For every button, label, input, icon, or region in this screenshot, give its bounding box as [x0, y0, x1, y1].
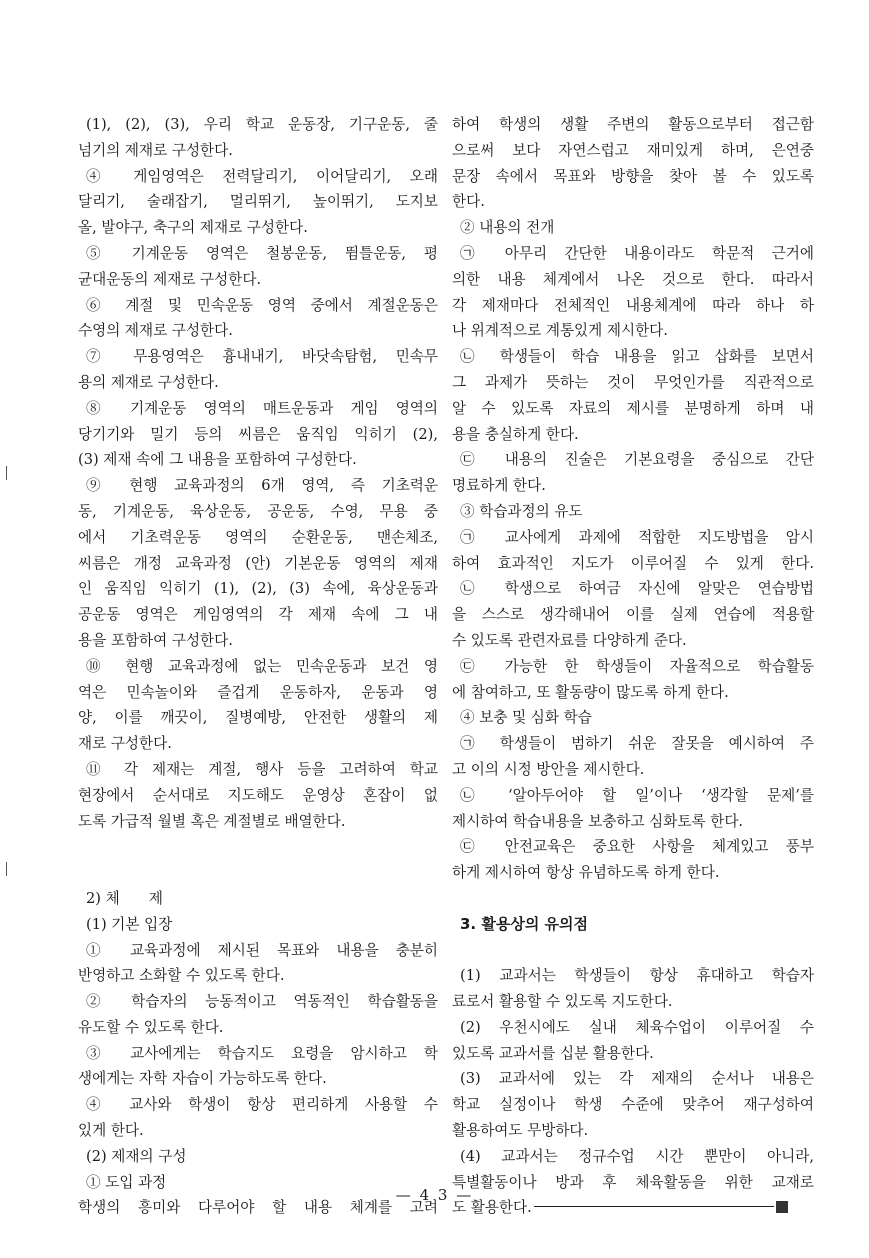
text-line: 을 스스로 생각해내어 이를 실제 연습에 적용할	[452, 606, 814, 624]
text-line: 달리기, 술래잡기, 멀리뛰기, 높이뛰기, 도지보	[78, 193, 438, 211]
text-line: 한다.	[452, 193, 485, 211]
text-line: 양, 이를 깨끗이, 질병예방, 안전한 생활의 제	[78, 709, 438, 727]
page-number: — 4 3 —	[395, 1186, 474, 1204]
text-line: 용을 충실하게 한다.	[452, 425, 579, 443]
text-line: 올, 발야구, 축구의 제재로 구성한다.	[78, 219, 308, 237]
text-line: 유도할 수 있도록 한다.	[78, 1018, 224, 1036]
text-line: ㉢ 가능한 한 학생들이 자율적으로 학습활동	[460, 657, 814, 675]
text-line: 하게 제시하여 항상 유념하도록 하게 한다.	[452, 864, 720, 882]
margin-mark	[6, 466, 7, 480]
text-line: ① 교육과정에 제시된 목표와 내용을 충분히	[86, 941, 438, 959]
text-line: 씨름은 개정 교육과정 (안) 기본운동 영역의 제재	[78, 554, 438, 572]
text-line: 의한 내용 체계에서 나온 것으로 한다. 따라서	[452, 270, 814, 288]
text-line: 그 과제가 뜻하는 것이 무엇인가를 직관적으로	[452, 373, 814, 391]
text-line: ㉢ 안전교육은 중요한 사항을 체계있고 풍부	[460, 838, 814, 856]
text-line: 현장에서 순서대로 지도해도 운영상 혼잡이 없	[78, 786, 438, 804]
spacer	[78, 860, 438, 886]
text-line: ⑧ 기계운동 영역의 매트운동과 게임 영역의	[86, 399, 438, 417]
text-line: 수영의 제재로 구성한다.	[78, 322, 233, 340]
text-line: (3) 제재 속에 그 내용을 포함하여 구성한다.	[78, 451, 357, 469]
text-line: 나 위계적으로 계통있게 제시한다.	[452, 322, 668, 340]
text-line: (4) 교과서는 정규수업 시간 뿐만이 아니라,	[460, 1147, 814, 1165]
text-line: ⑨ 현행 교육과정의 6개 영역, 즉 기초력운	[86, 477, 438, 495]
text-line: ⑩ 현행 교육과정에 없는 민속운동과 보건 영	[86, 657, 438, 675]
text-line: 넘기의 제재로 구성한다.	[78, 141, 233, 159]
text-line: 활용하여도 무방하다.	[452, 1122, 589, 1140]
text-line: 명료하게 한다.	[452, 477, 546, 495]
text-line: ⑦ 무용영역은 흉내내기, 바닷속탐험, 민속무	[86, 348, 438, 366]
text-line: ④ 게임영역은 전력달리기, 이어달리기, 오래	[86, 167, 438, 185]
text-line: 특별활동이나 방과 후 체육활동을 위한 교재로	[452, 1173, 814, 1191]
text-line: 하여 학생의 생활 주변의 활동으로부터 접근함	[452, 116, 814, 133]
text-line: (1), (2), (3), 우리 학교 운동장, 기구운동, 줄	[86, 116, 438, 133]
text-line: ㉠ 학생들이 범하기 쉬운 잘못을 예시하여 주	[460, 735, 814, 753]
spacer	[78, 834, 438, 860]
text-line: 용의 제재로 구성한다.	[78, 373, 219, 391]
text-line: 역은 민속놀이와 즐겁게 운동하자, 운동과 영	[78, 683, 438, 701]
text-line: ④ 교사와 학생이 항상 편리하게 사용할 수	[86, 1096, 438, 1114]
end-rule	[534, 1206, 774, 1207]
text-line: 당기기와 밀기 등의 씨름은 움직임 익히기 (2),	[78, 425, 438, 443]
text-line: (1) 교과서는 학생들이 항상 휴대하고 학습자	[460, 967, 814, 985]
text-line: 제시하여 학습내용을 보충하고 심화토록 한다.	[452, 812, 744, 830]
spacer	[452, 886, 814, 912]
text-line: 수 있도록 관련자료를 다양하게 준다.	[452, 631, 687, 649]
subsection-heading: (1) 기본 입장	[86, 915, 173, 933]
text-line: ㉡ 학생들이 학습 내용을 읽고 삽화를 보면서	[460, 348, 814, 366]
text-line: 생에게는 자학 자습이 가능하도록 한다.	[78, 1070, 327, 1088]
text-line: ㉠ 아무리 간단한 내용이라도 학문적 근거에	[460, 244, 814, 262]
text-line: ㉡ 학생으로 하여금 자신에 알맞은 연습방법	[460, 580, 814, 598]
text-line: 으로써 보다 자연스럽고 재미있게 하며, 은연중	[452, 141, 814, 159]
text-line: 료로서 활용할 수 있도록 지도한다.	[452, 993, 673, 1011]
left-column	[78, 112, 438, 1221]
text-line: 학교 실정이나 학생 수준에 맞추어 재구성하여	[452, 1096, 814, 1114]
text-line: (3) 교과서에 있는 각 제재의 순서나 내용은	[460, 1070, 814, 1088]
text-line: ⑪ 각 제재는 계절, 행사 등을 고려하여 학교	[86, 760, 438, 778]
text-line: ③ 교사에게는 학습지도 요령을 암시하고 학	[86, 1044, 438, 1062]
section-heading: 2) 체 제	[86, 889, 164, 907]
text-line: 도 활용한다.	[452, 1199, 532, 1217]
text-line: ② 학습자의 능동적이고 역동적인 학습활동을	[86, 993, 438, 1011]
text-line: 인 움직임 익히기 (1), (2), (3) 속에, 육상운동과	[78, 580, 438, 598]
subsection-heading: (2) 제재의 구성	[86, 1147, 187, 1165]
right-column	[452, 112, 814, 1221]
text-line: 있게 한다.	[78, 1122, 144, 1140]
text-line: ⑤ 기계운동 영역은 철봉운동, 뜀틀운동, 평	[86, 244, 438, 262]
text-line: ⑥ 계절 및 민속운동 영역 중에서 계절운동은	[86, 296, 438, 314]
text-line: 문장 속에서 목표와 방향을 찾아 볼 수 있도록	[452, 167, 814, 185]
text-line: 알 수 있도록 자료의 제시를 분명하게 하며 내	[452, 399, 814, 417]
text-line: 공운동 영역은 게임영역의 각 제재 속에 그 내	[78, 606, 438, 624]
text-line: ㉢ 내용의 진술은 기본요령을 중심으로 간단	[460, 451, 814, 469]
text-line: 반영하고 소화할 수 있도록 한다.	[78, 967, 285, 985]
text-line: 재로 구성한다.	[78, 735, 172, 753]
subsection-heading: ② 내용의 전개	[460, 219, 555, 237]
text-line: 각 제재마다 전체적인 내용체계에 따라 하나 하	[452, 296, 814, 314]
text-line: ㉡ ‘알아두어야 할 일’이나 ‘생각할 문제’를	[460, 786, 814, 804]
text-line: 동, 기계운동, 육상운동, 공운동, 수영, 무용 중	[78, 502, 438, 520]
text-line: 학생의 흥미와 다루어야 할 내용 체계를 고려	[78, 1199, 438, 1217]
text-line: (2) 우천시에도 실내 체육수업이 이루어질 수	[460, 1018, 814, 1036]
text-line: 균대운동의 제재로 구성한다.	[78, 270, 262, 288]
subsection-heading: ④ 보충 및 심화 학습	[460, 709, 592, 727]
text-line: ① 도입 과정	[86, 1173, 167, 1191]
text-line: ㉠ 교사에게 과제에 적합한 지도방법을 암시	[460, 528, 814, 546]
subsection-heading: ③ 학습과정의 유도	[460, 502, 583, 520]
text-line: 있도록 교과서를 십분 활용한다.	[452, 1044, 654, 1062]
margin-mark	[6, 862, 7, 876]
text-line: 에 참여하고, 또 활동량이 많도록 하게 한다.	[452, 683, 729, 701]
text-line: 도록 가급적 월별 혹은 계절별로 배열한다.	[78, 812, 346, 830]
spacer	[452, 938, 814, 964]
text-line: 에서 기초력운동 영역의 순환운동, 맨손체조,	[78, 528, 438, 546]
section-heading: 3. 활용상의 유의점	[460, 914, 589, 933]
text-line: 하여 효과적인 지도가 이루어질 수 있게 한다.	[452, 554, 814, 572]
text-line: 용을 포함하여 구성한다.	[78, 631, 233, 649]
text-line: 고 이의 시정 방안을 제시한다.	[452, 760, 645, 778]
